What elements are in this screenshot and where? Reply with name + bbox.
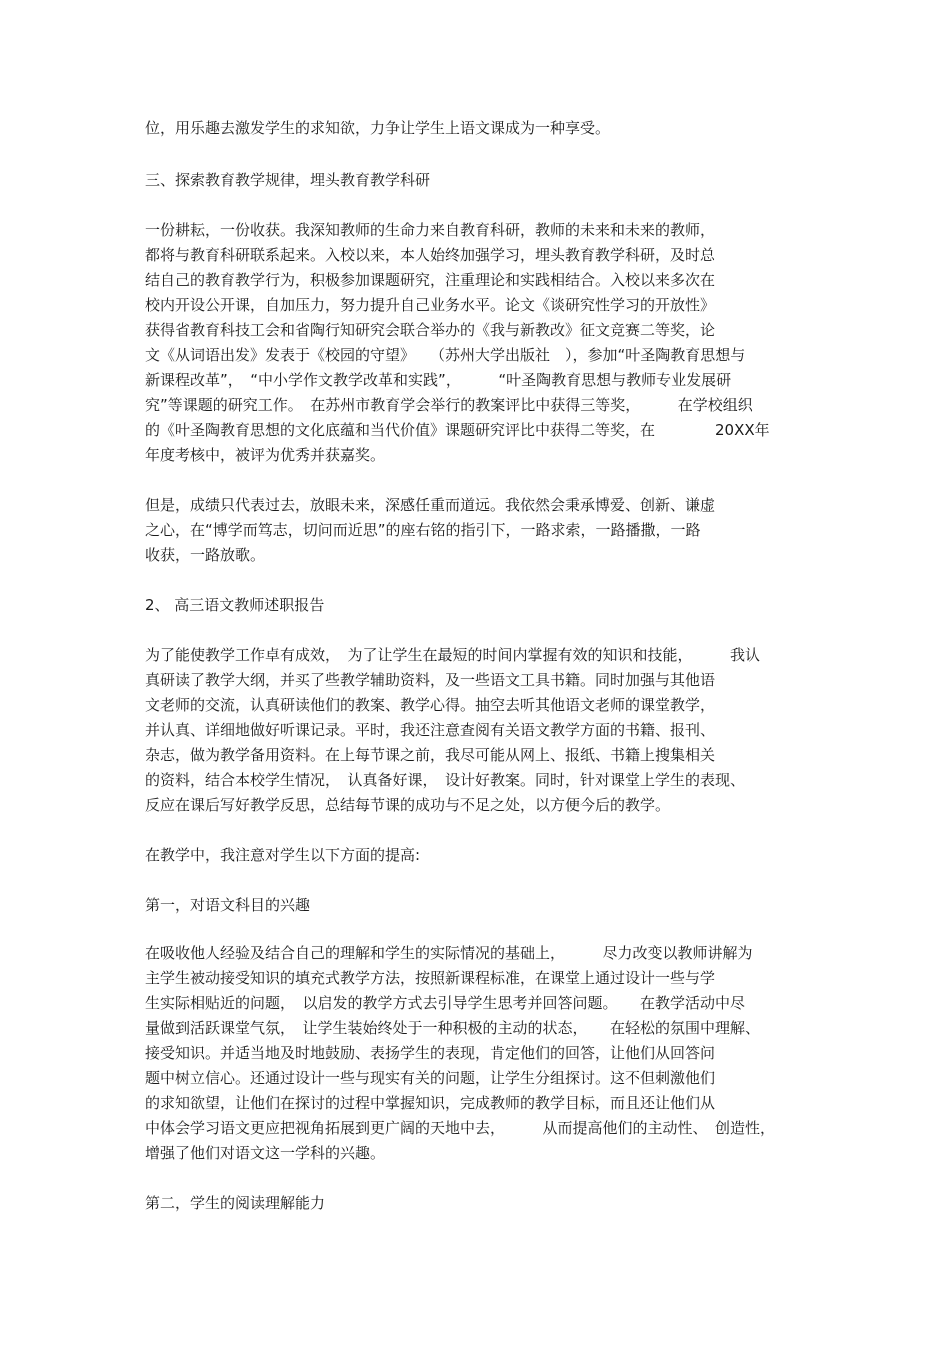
text-line: 之心，在“博学而笃志，切问而近思”的座右铭的指引下，一路求索，一路播撒，一路	[145, 521, 701, 539]
text-line: 量做到活跃课堂气氛， 让学生装始终处于一种积极的主动的状态， 在轻松的氛围中理解、	[145, 1019, 761, 1037]
section-heading: 2、 高三语文教师述职报告	[145, 596, 325, 614]
text-line: 真研读了教学大纲，并买了些教学辅助资料，及一些语文工具书籍。同时加强与其他语	[145, 671, 716, 689]
text-line: 校内开设公开课，自加压力，努力提升自己业务水平。论文《谈研究性学习的开放性》	[145, 296, 716, 314]
text-line: 文《从词语出发》发表于《校园的守望》 （苏州大学出版社 ），参加“叶圣陶教育思想与	[145, 346, 746, 364]
text-line: 在吸收他人经验及结合自己的理解和学生的实际情况的基础上， 尽力改变以教师讲解为	[145, 944, 753, 962]
text-line: 生实际相贴近的问题， 以启发的教学方式去引导学生思考并回答问题。 在教学活动中尽	[145, 994, 746, 1012]
text-line: 位，用乐趣去激发学生的求知欲，力争让学生上语文课成为一种享受。	[145, 119, 611, 137]
text-line: 但是，成绩只代表过去，放眼未来，深感任重而道远。我依然会秉承博爱、创新、谦虚	[145, 496, 716, 514]
text-line: 反应在课后写好教学反思，总结每节课的成功与不足之处，以方便今后的教学。	[145, 796, 671, 814]
text-line: 增强了他们对语文这一学科的兴趣。	[145, 1144, 386, 1162]
text-line: 的资料，结合本校学生情况， 认真备好课， 设计好教案。同时，针对课堂上学生的表现、	[145, 771, 746, 789]
text-line: 题中树立信心。还通过设计一些与现实有关的问题，让学生分组探讨。这不但刺激他们	[145, 1069, 716, 1087]
text-line: 杂志，做为教学备用资料。在上每节课之前，我尽可能从网上、报纸、书籍上搜集相关	[145, 746, 716, 764]
section-heading: 三、探索教育教学规律，埋头教育教学科研	[145, 171, 431, 189]
text-line: 究”等课题的研究工作。 在苏州市教育学会举行的教案评比中获得三等奖， 在学校组织	[145, 396, 753, 414]
text-line: 都将与教育科研联系起来。入校以来，本人始终加强学习，埋头教育教学科研，及时总	[145, 246, 716, 264]
text-line: 主学生被动接受知识的填充式教学方法，按照新课程标准，在课堂上通过设计一些与学	[145, 969, 716, 987]
subheading: 第二，学生的阅读理解能力	[145, 1194, 326, 1212]
subheading: 第一，对语文科目的兴趣	[145, 896, 311, 914]
text-line: 中体会学习语文更应把视角拓展到更广阔的天地中去， 从而提高他们的主动性、 创造性，	[145, 1119, 776, 1137]
text-line: 接受知识。并适当地及时地鼓励、表扬学生的表现，肯定他们的回答，让他们从回答问	[145, 1044, 716, 1062]
text-line: 新课程改革”， “中小学作文教学改革和实践”， “叶圣陶教育思想与教师专业发展研	[145, 371, 732, 389]
text-line: 年度考核中，被评为优秀并获嘉奖。	[145, 446, 386, 464]
text-line: 结自己的教育教学行为，积极参加课题研究，注重理论和实践相结合。入校以来多次在	[145, 271, 716, 289]
text-line: 为了能使教学工作卓有成效， 为了让学生在最短的时间内掌握有效的知识和技能， 我认	[145, 646, 761, 664]
text-line: 获得省教育科技工会和省陶行知研究会联合举办的《我与新教改》征文竞赛二等奖，论	[145, 321, 716, 339]
text-line: 的求知欲望，让他们在探讨的过程中掌握知识，完成教师的教学目标，而且还让他们从	[145, 1094, 716, 1112]
text-line: 并认真、详细地做好听课记录。平时，我还注意查阅有关语文教学方面的书籍、报刊、	[145, 721, 716, 739]
text-line: 一份耕耘，一份收获。我深知教师的生命力来自教育科研，教师的未来和未来的教师，	[145, 221, 716, 239]
text-line: 文老师的交流，认真研读他们的教案、教学心得。抽空去听其他语文老师的课堂教学，	[145, 696, 716, 714]
text-line: 的《叶圣陶教育思想的文化底蕴和当代价值》课题研究评比中获得二等奖，在 20XX年	[145, 421, 770, 439]
text-line: 收获，一路放歌。	[145, 546, 266, 564]
text-line: 在教学中，我注意对学生以下方面的提高:	[145, 846, 421, 864]
